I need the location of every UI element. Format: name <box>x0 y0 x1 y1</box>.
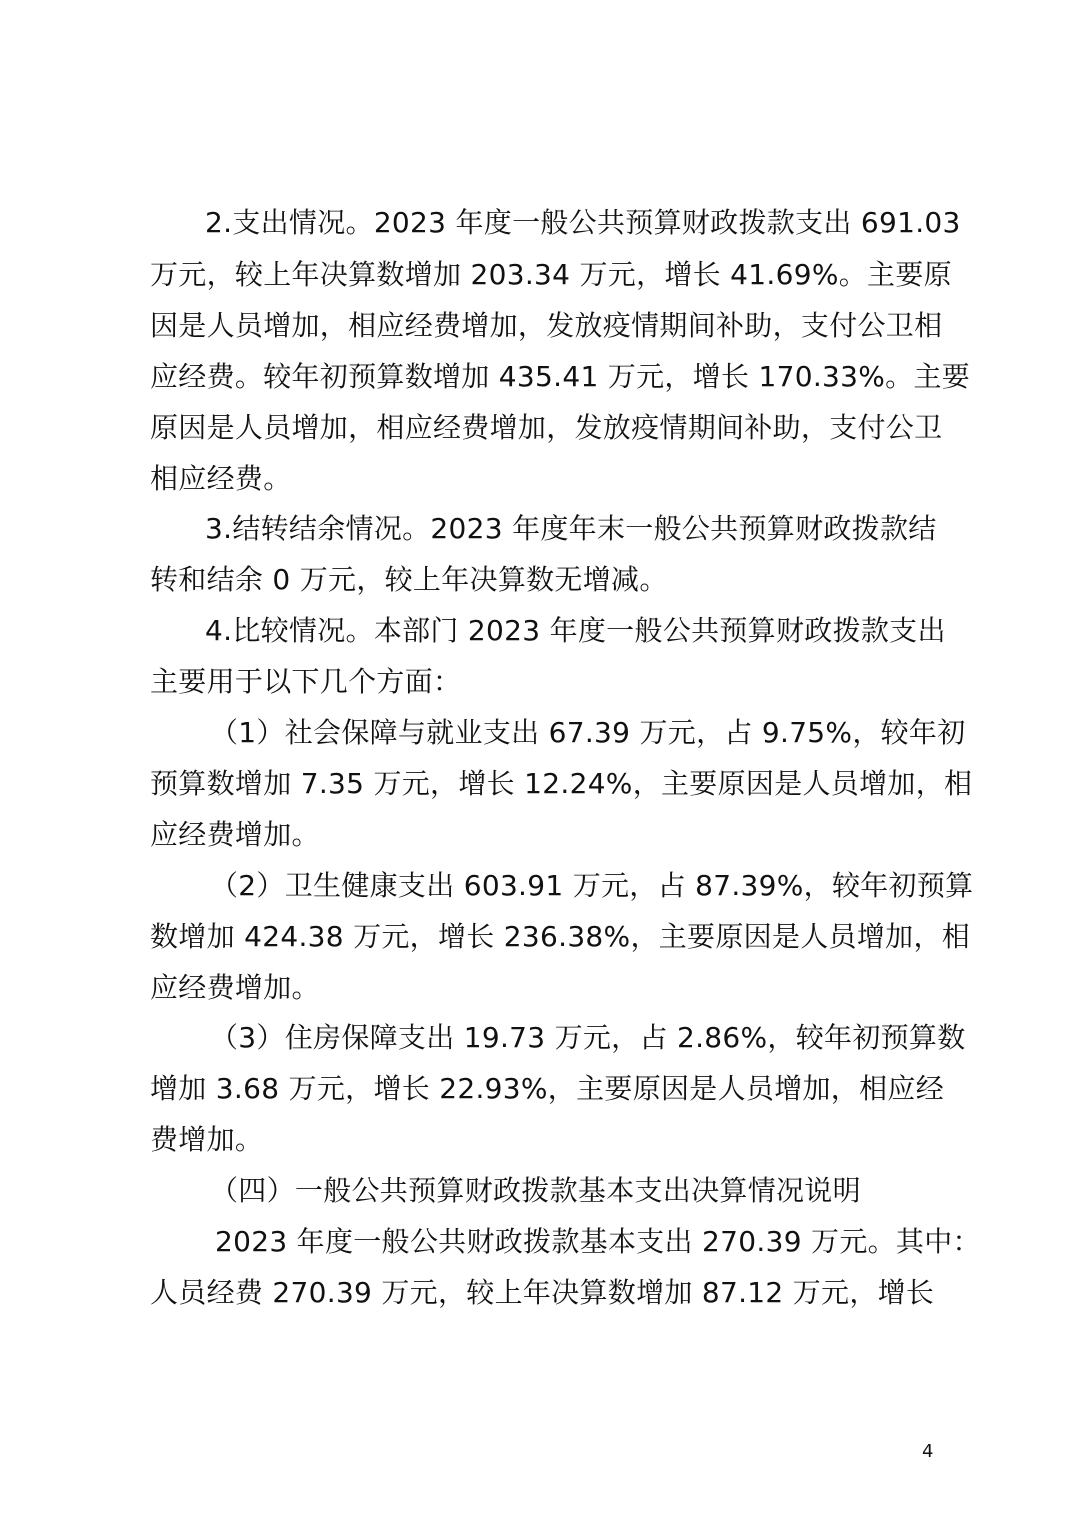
item-2-line-1: （2）卫生健康支出 603.91 万元，占 87.39%，较年初预算 <box>210 869 974 902</box>
page-number: 4 <box>922 1441 934 1462</box>
item-3-line-1: （3）住房保障支出 19.73 万元，占 2.86%，较年初预算数 <box>210 1021 966 1054</box>
paragraph-basic-expenditure-line-1: 2023 年度一般公共财政拨款基本支出 270.39 万元。其中： <box>215 1225 981 1258</box>
paragraph-expenditure-line-5: 原因是人员增加，相应经费增加，发放疫情期间补助，支付公卫 <box>150 411 943 444</box>
paragraph-expenditure-line-4: 应经费。较年初预算数增加 435.41 万元，增长 170.33%。主要 <box>150 360 971 393</box>
item-2-line-2: 数增加 424.38 万元，增长 236.38%，主要原因是人员增加，相 <box>150 920 971 953</box>
paragraph-expenditure-line-2: 万元，较上年决算数增加 203.34 万元，增长 41.69%。主要原 <box>150 258 952 291</box>
paragraph-carryover-line-2: 转和结余 0 万元，较上年决算数无增减。 <box>150 563 668 596</box>
paragraph-carryover-line-1: 3.结转结余情况。2023 年度年末一般公共预算财政拨款结 <box>205 512 937 545</box>
item-1-line-3: 应经费增加。 <box>150 818 320 851</box>
item-3-line-3: 费增加。 <box>150 1123 264 1156</box>
item-3-line-2: 增加 3.68 万元，增长 22.93%，主要原因是人员增加，相应经 <box>150 1072 945 1105</box>
paragraph-comparison-line-1: 4.比较情况。本部门 2023 年度一般公共预算财政拨款支出 <box>205 614 946 647</box>
paragraph-expenditure-line-1: 2.支出情况。2023 年度一般公共预算财政拨款支出 691.03 <box>205 206 961 239</box>
paragraph-expenditure-line-3: 因是人员增加，相应经费增加，发放疫情期间补助，支付公卫相 <box>150 309 943 342</box>
paragraph-expenditure-line-6: 相应经费。 <box>150 462 292 495</box>
paragraph-basic-expenditure-line-2: 人员经费 270.39 万元，较上年决算数增加 87.12 万元，增长 <box>150 1276 935 1309</box>
section-heading-basic-expenditure: （四）一般公共预算财政拨款基本支出决算情况说明 <box>210 1174 861 1207</box>
item-1-line-1: （1）社会保障与就业支出 67.39 万元，占 9.75%，较年初 <box>210 716 966 749</box>
paragraph-comparison-line-2: 主要用于以下几个方面： <box>150 665 462 698</box>
item-2-line-3: 应经费增加。 <box>150 971 320 1004</box>
item-1-line-2: 预算数增加 7.35 万元，增长 12.24%，主要原因是人员增加，相 <box>150 767 973 800</box>
